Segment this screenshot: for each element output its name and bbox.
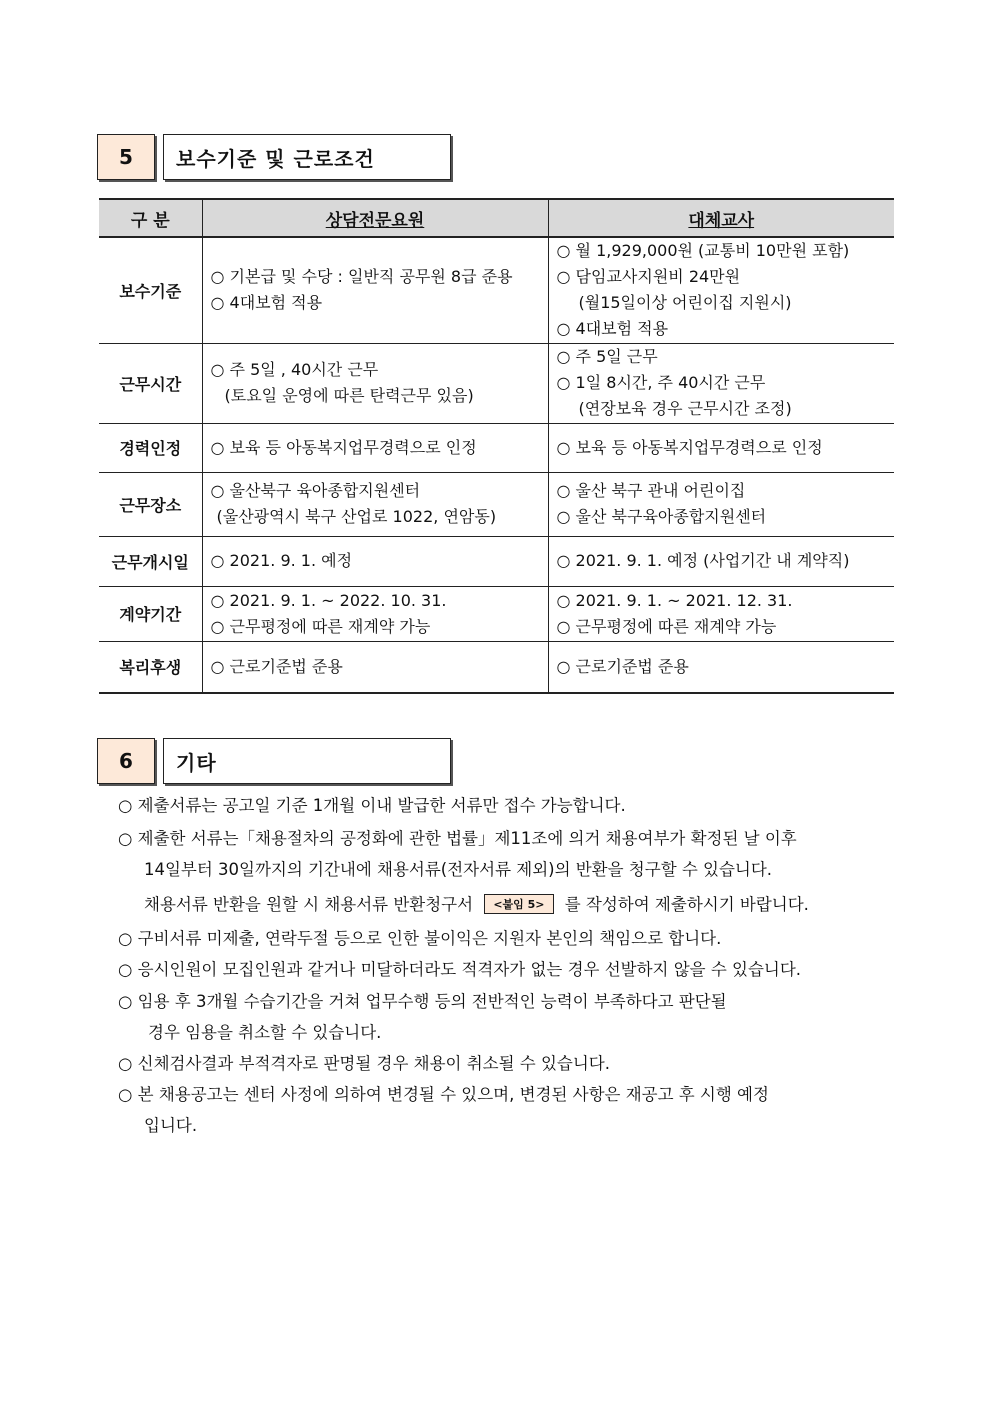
row-label: 복리후생 <box>99 641 202 693</box>
counselor-cell <box>202 423 548 472</box>
cell-line: ○ 울산 북구육아종합지원센터 <box>556 507 767 526</box>
note-item: ○ 신체검사결과 부적격자로 판명될 경우 채용이 취소될 수 있습니다. <box>118 1054 610 1073</box>
header-substitute <box>548 199 894 237</box>
cell-line: ○ 4대보험 적용 <box>210 293 323 313</box>
header-counselor-label: 상담전문요원 <box>325 210 425 231</box>
section-6-heading <box>97 738 451 784</box>
substitute-cell <box>548 472 894 536</box>
attachment-badge: <붙임 5> <box>484 894 553 914</box>
section-number: 6 <box>97 738 155 784</box>
counselor-cell <box>202 472 548 536</box>
section-title: 보수기준 및 근로조건 <box>163 134 451 180</box>
cell-line: ○ 기본급 및 수당 : 일반직 공무원 8급 준용 <box>210 267 513 287</box>
cell-line: ○ 근로기준법 준용 <box>210 656 343 676</box>
cell-line: ○ 울산북구 육아종합지원센터 <box>210 481 421 500</box>
cell-line: ○ 주 5일 , 40시간 근무 <box>210 360 379 379</box>
counselor-cell <box>202 536 548 586</box>
note-item: ○ 구비서류 미제출, 연락두절 등으로 인한 불이익은 지원자 본인의 책임으로 합니다. <box>118 929 722 948</box>
table-row <box>99 343 894 423</box>
row-label: 근무장소 <box>99 472 202 536</box>
conditions-table <box>99 198 894 694</box>
substitute-cell <box>548 343 894 423</box>
note-item: ○ 임용 후 3개월 수습기간을 거쳐 업무수행 등의 전반적인 능력이 부족하다고 판단될 <box>118 992 727 1011</box>
table-header-row <box>99 199 894 237</box>
cell-line: (울산광역시 북구 산업로 1022, 연암동) <box>216 507 497 526</box>
cell-line: ○ 보육 등 아동복지업무경력으로 인정 <box>556 437 823 457</box>
table-row <box>99 423 894 472</box>
substitute-cell <box>548 586 894 641</box>
row-label: 보수기준 <box>99 237 202 343</box>
table-row <box>99 472 894 536</box>
header-counselor <box>202 199 548 237</box>
counselor-cell <box>202 343 548 423</box>
cell-line: ○ 2021. 9. 1. ~ 2021. 12. 31. <box>556 590 793 610</box>
row-label: 계약기간 <box>99 586 202 641</box>
note-item-continued: 14일부터 30일까지의 기간내에 채용서류(전자서류 제외)의 반환을 청구할 수 있습니다. <box>144 860 773 879</box>
cell-line: ○ 근로기준법 준용 <box>556 656 689 676</box>
table-row <box>99 536 894 586</box>
section-number: 5 <box>97 134 155 180</box>
cell-line: ○ 울산 북구 관내 어린이집 <box>556 481 746 500</box>
cell-line: ○ 담임교사지원비 24만원 <box>556 267 741 287</box>
note-item: ○ 제출서류는 공고일 기준 1개월 이내 발급한 서류만 접수 가능합니다. <box>118 796 626 815</box>
header-substitute-label: 대체교사 <box>688 210 755 231</box>
cell-line: ○ 2021. 9. 1. ~ 2022. 10. 31. <box>210 590 447 610</box>
note-item-continued <box>144 891 809 915</box>
table-row <box>99 237 894 343</box>
substitute-cell <box>548 423 894 472</box>
cell-line: ○ 2021. 9. 1. 예정 <box>210 551 353 570</box>
cell-line: (월15일이상 어린이집 지원시) <box>578 293 792 313</box>
section-5-heading <box>97 134 451 180</box>
cell-line: ○ 근무평정에 따른 재계약 가능 <box>556 616 777 636</box>
note-text: 채용서류 반환을 원할 시 채용서류 반환청구서 <box>144 895 474 914</box>
row-label: 경력인정 <box>99 423 202 472</box>
substitute-cell <box>548 641 894 693</box>
cell-line: (토요일 운영에 따른 탄력근무 있음) <box>224 386 474 405</box>
substitute-cell <box>548 536 894 586</box>
note-item: ○ 응시인원이 모집인원과 같거나 미달하더라도 적격자가 없는 경우 선발하지 않을 수 있습니다. <box>118 960 802 979</box>
note-item-continued: 경우 임용을 취소할 수 있습니다. <box>148 1023 382 1042</box>
cell-line: ○ 보육 등 아동복지업무경력으로 인정 <box>210 437 477 457</box>
cell-line: ○ 근무평정에 따른 재계약 가능 <box>210 616 431 636</box>
cell-line: ○ 2021. 9. 1. 예정 (사업기간 내 계약직) <box>556 551 850 570</box>
note-item: ○ 본 채용공고는 센터 사정에 의하여 변경될 수 있으며, 변경된 사항은 재공고 후 시행 예정 <box>118 1085 769 1104</box>
cell-line: ○ 월 1,929,000원 (교통비 10만원 포함) <box>556 241 850 261</box>
counselor-cell <box>202 237 548 343</box>
cell-line: ○ 주 5일 근무 <box>556 347 658 366</box>
note-item: ○ 제출한 서류는「채용절차의 공정화에 관한 법률」제11조에 의거 채용여부가 확정된 날 이후 <box>118 829 797 848</box>
section-title: 기타 <box>163 738 451 784</box>
note-item-continued: 입니다. <box>144 1116 198 1135</box>
counselor-cell <box>202 586 548 641</box>
row-label: 근무개시일 <box>99 536 202 586</box>
note-text: 를 작성하여 제출하시기 바랍니다. <box>564 895 809 914</box>
cell-line: (연장보육 경우 근무시간 조정) <box>578 399 792 418</box>
cell-line: ○ 1일 8시간, 주 40시간 근무 <box>556 373 766 392</box>
substitute-cell <box>548 237 894 343</box>
table-row <box>99 641 894 693</box>
header-category: 구 분 <box>99 199 202 237</box>
row-label: 근무시간 <box>99 343 202 423</box>
counselor-cell <box>202 641 548 693</box>
table-row <box>99 586 894 641</box>
cell-line: ○ 4대보험 적용 <box>556 319 669 339</box>
